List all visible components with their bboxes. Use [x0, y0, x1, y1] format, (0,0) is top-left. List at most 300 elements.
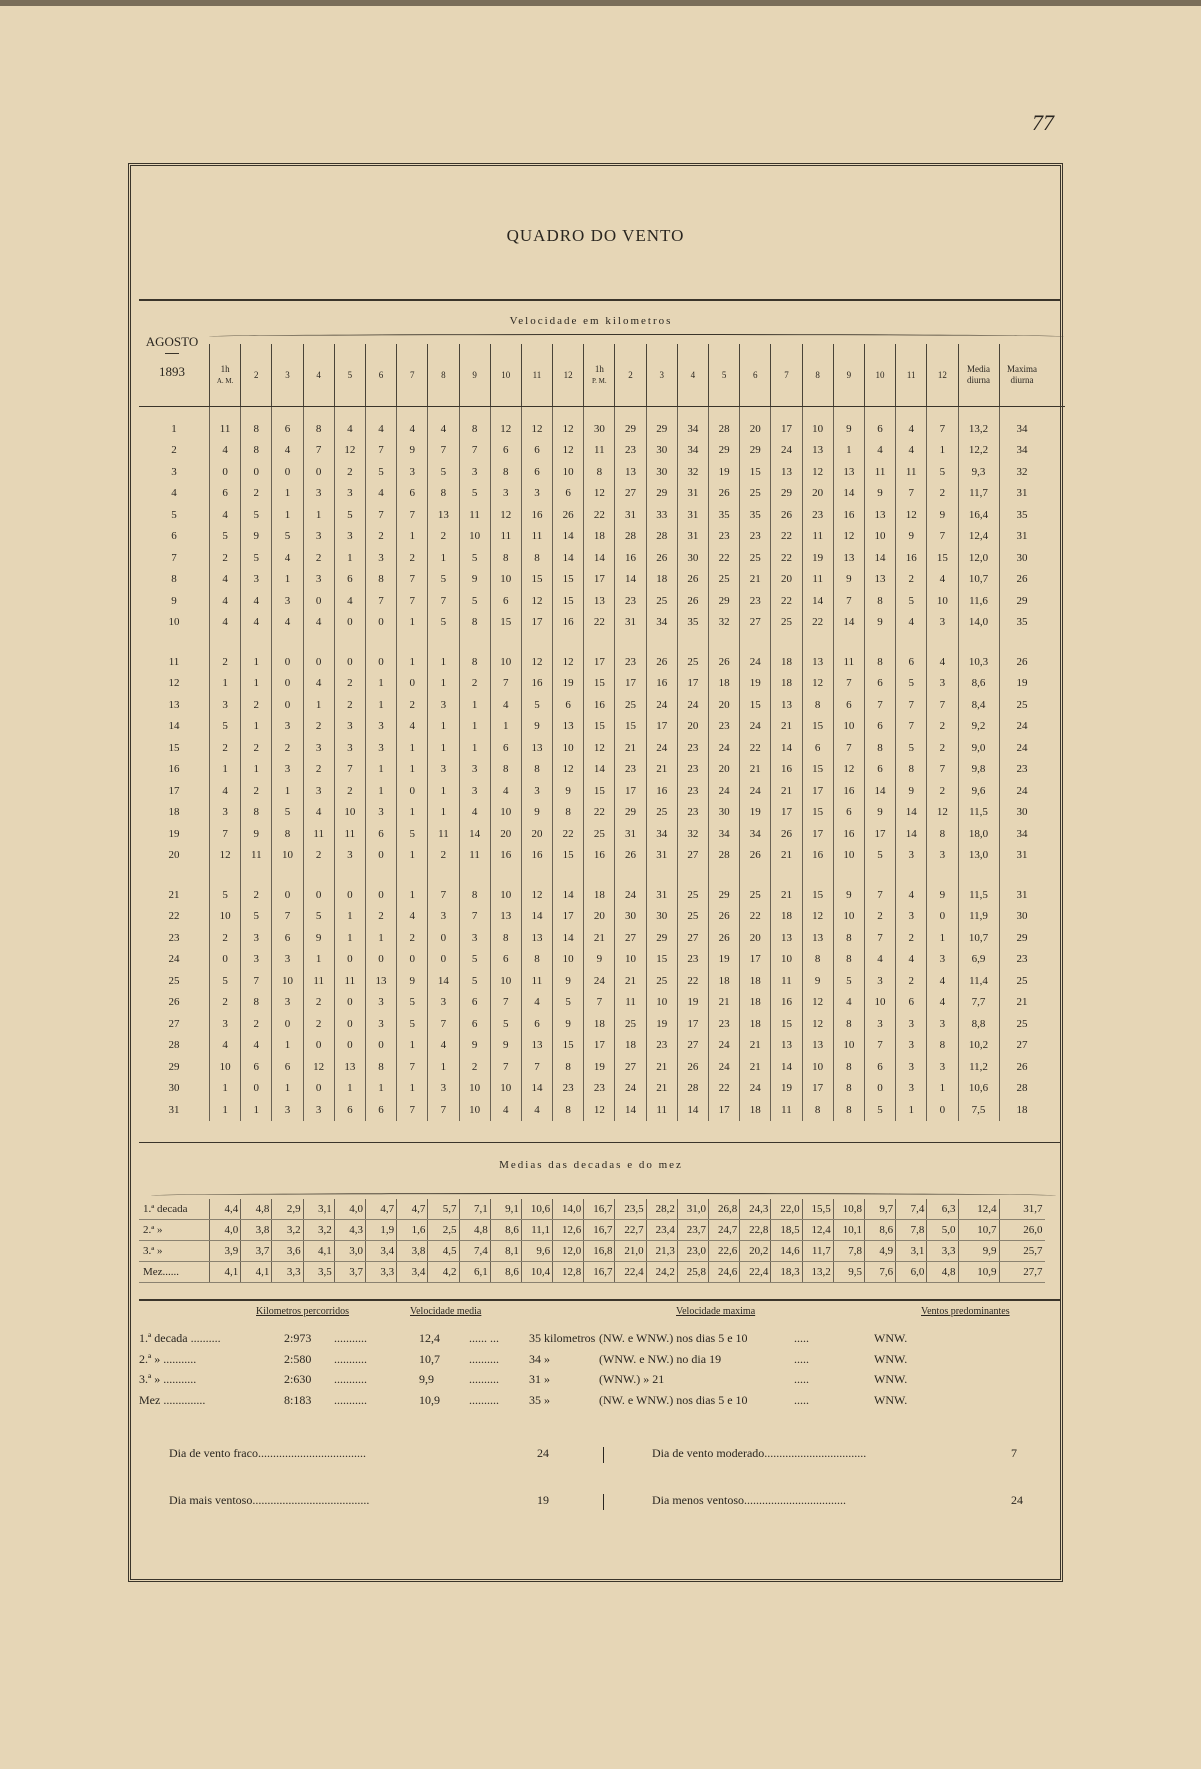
speed-cell: 14 — [896, 802, 927, 824]
maxima-diurna-cell: 26 — [999, 1056, 1045, 1078]
speed-cell: 18 — [740, 992, 771, 1014]
speed-cell: 0 — [428, 927, 459, 949]
speed-cell: 28 — [615, 526, 646, 548]
speed-cell: 2 — [210, 992, 241, 1014]
speed-cell: 3 — [927, 845, 958, 867]
speed-cell: 5 — [210, 884, 241, 906]
summary-dots1: ........... — [334, 1372, 367, 1386]
speed-cell: 0 — [428, 949, 459, 971]
hour-header-label: 3 — [285, 369, 290, 380]
speed-cell: 11 — [428, 823, 459, 845]
gap-cell — [802, 633, 833, 651]
speed-cell: 2 — [397, 927, 428, 949]
speed-cell: 26 — [709, 483, 740, 505]
speed-cell: 2 — [272, 737, 303, 759]
gap-cell — [241, 866, 272, 884]
speed-cell: 4 — [833, 992, 864, 1014]
speed-cell: 21 — [646, 759, 677, 781]
speed-cell: 6 — [521, 461, 552, 483]
speed-cell: 27 — [677, 1035, 708, 1057]
speed-cell: 2 — [927, 716, 958, 738]
speed-cell: 9 — [864, 802, 895, 824]
speed-cell: 7 — [833, 673, 864, 695]
speed-cell: 6 — [272, 406, 303, 440]
summary-dots3: ..... — [794, 1372, 809, 1386]
table-row — [139, 547, 1045, 569]
speed-cell: 2 — [927, 737, 958, 759]
media-diurna-cell: 9,8 — [958, 759, 999, 781]
speed-cell: 8 — [365, 569, 396, 591]
hour-header — [397, 344, 428, 406]
gap-cell — [864, 633, 895, 651]
speed-cell: 18 — [646, 569, 677, 591]
speed-cell: 1 — [428, 716, 459, 738]
decade-mean-cell: 18,3 — [771, 1262, 802, 1283]
fraco-label: Dia de vento fraco.................................... — [169, 1446, 366, 1460]
speed-cell: 4 — [303, 673, 334, 695]
decade-mean-cell: 4,8 — [927, 1262, 958, 1283]
speed-cell: 7 — [927, 759, 958, 781]
gap-cell — [896, 633, 927, 651]
speed-cell: 13 — [864, 569, 895, 591]
speed-cell: 3 — [927, 612, 958, 634]
speed-cell: 7 — [397, 504, 428, 526]
speed-cell: 34 — [646, 823, 677, 845]
speed-cell: 5 — [272, 526, 303, 548]
speed-cell: 11 — [802, 569, 833, 591]
speed-cell: 23 — [615, 759, 646, 781]
decade-mean-cell: 7,6 — [864, 1262, 895, 1283]
speed-cell: 3 — [210, 1013, 241, 1035]
table-row — [139, 673, 1045, 695]
hour-header — [210, 344, 241, 406]
speed-cell: 22 — [553, 823, 584, 845]
day-number: 12 — [168, 677, 180, 690]
speed-cell: 8 — [553, 1056, 584, 1078]
speed-cell: 8 — [241, 992, 272, 1014]
speed-cell: 0 — [272, 651, 303, 673]
maxima-diurna-cell: 29 — [999, 927, 1045, 949]
hour-header-label: 9 — [846, 369, 852, 380]
hour-header — [428, 344, 459, 406]
speed-cell: 13 — [521, 927, 552, 949]
pm-label: P. M. — [592, 376, 607, 385]
speed-cell: 24 — [740, 716, 771, 738]
speed-cell: 22 — [709, 1078, 740, 1100]
hour-header — [272, 344, 303, 406]
speed-cell: 7 — [927, 406, 958, 440]
speed-cell: 11 — [584, 440, 615, 462]
speed-cell: 6 — [896, 992, 927, 1014]
speed-cell: 0 — [397, 949, 428, 971]
table-row — [139, 1035, 1045, 1057]
speed-cell: 9 — [864, 483, 895, 505]
speed-cell: 1 — [210, 1078, 241, 1100]
speed-cell: 3 — [864, 1013, 895, 1035]
decade-mean-cell: 6,0 — [896, 1262, 927, 1283]
gap-cell — [521, 866, 552, 884]
speed-cell: 23 — [615, 590, 646, 612]
speed-cell: 10 — [490, 802, 521, 824]
speed-cell: 9 — [241, 823, 272, 845]
speed-cell: 4 — [241, 1035, 272, 1057]
summary-media: 9,9 — [419, 1372, 434, 1386]
decade-mean-cell: 12,6 — [553, 1220, 584, 1241]
decade-mean-cell: 3,3 — [272, 1262, 303, 1283]
speed-cell: 32 — [677, 461, 708, 483]
table-row — [139, 651, 1045, 673]
media-diurna-cell: 9,6 — [958, 780, 999, 802]
speed-cell: 5 — [365, 461, 396, 483]
speed-cell: 13 — [334, 1056, 365, 1078]
speed-cell: 6 — [459, 1013, 490, 1035]
speed-cell: 31 — [677, 483, 708, 505]
speed-cell: 7 — [428, 590, 459, 612]
speed-cell: 12 — [553, 651, 584, 673]
gap-cell — [272, 633, 303, 651]
hour-header — [459, 344, 490, 406]
speed-cell: 5 — [397, 992, 428, 1014]
decade-mean-cell: 3,5 — [303, 1262, 334, 1283]
decade-mean-cell: 18,5 — [771, 1220, 802, 1241]
decade-mean-cell: 3,2 — [303, 1220, 334, 1241]
summary-top-divider — [139, 1299, 1060, 1301]
speed-cell: 3 — [896, 1013, 927, 1035]
speed-cell: 14 — [553, 526, 584, 548]
vel-max-header: Velocidade maxima — [676, 1306, 756, 1317]
day-number: 26 — [168, 996, 180, 1009]
speed-cell: 3 — [521, 780, 552, 802]
speed-cell: 5 — [210, 526, 241, 548]
speed-cell: 4 — [210, 504, 241, 526]
maxima-diurna-cell: 30 — [999, 906, 1045, 928]
gap-cell — [709, 633, 740, 651]
speed-cell: 23 — [553, 1078, 584, 1100]
gap-cell — [615, 633, 646, 651]
speed-cell: 29 — [740, 440, 771, 462]
speed-cell: 14 — [864, 547, 895, 569]
speed-cell: 1 — [241, 651, 272, 673]
speed-cell: 16 — [896, 547, 927, 569]
speed-cell: 25 — [740, 884, 771, 906]
speed-cell: 10 — [210, 906, 241, 928]
speed-cell: 24 — [740, 651, 771, 673]
table-row — [139, 1056, 1045, 1078]
speed-cell: 11 — [459, 504, 490, 526]
speed-cell: 5 — [927, 461, 958, 483]
speed-cell: 15 — [553, 590, 584, 612]
speed-cell: 3 — [459, 759, 490, 781]
speed-cell: 13 — [584, 590, 615, 612]
speed-cell: 3 — [365, 802, 396, 824]
speed-cell: 6 — [490, 590, 521, 612]
maxima-diurna-cell: 23 — [999, 759, 1045, 781]
decades-top-divider — [139, 1142, 1060, 1143]
speed-cell: 2 — [927, 780, 958, 802]
speed-cell: 2 — [334, 694, 365, 716]
speed-cell: 8 — [241, 802, 272, 824]
speed-cell: 21 — [740, 1056, 771, 1078]
speed-cell: 12 — [802, 1013, 833, 1035]
speed-cell: 7 — [490, 1056, 521, 1078]
speed-cell: 12 — [802, 906, 833, 928]
speed-cell: 29 — [646, 406, 677, 440]
speed-cell: 3 — [334, 526, 365, 548]
speed-cell: 3 — [896, 906, 927, 928]
speed-cell: 2 — [210, 737, 241, 759]
speed-cell: 15 — [802, 759, 833, 781]
speed-cell: 25 — [646, 590, 677, 612]
speed-cell: 29 — [615, 802, 646, 824]
speed-cell: 3 — [365, 716, 396, 738]
decade-label: 2.ª » — [139, 1220, 210, 1241]
speed-cell: 8 — [896, 759, 927, 781]
speed-cell: 6 — [490, 737, 521, 759]
speed-cell: 13 — [802, 651, 833, 673]
speed-cell: 8 — [490, 759, 521, 781]
speed-cell: 26 — [615, 845, 646, 867]
speed-cell: 24 — [740, 1078, 771, 1100]
speed-cell: 26 — [771, 504, 802, 526]
summary-vento: WNW. — [874, 1331, 908, 1345]
speed-cell: 6 — [864, 759, 895, 781]
speed-cell: 9 — [553, 970, 584, 992]
speed-cell: 26 — [646, 651, 677, 673]
decade-mean-cell: 3,7 — [241, 1241, 272, 1262]
speed-cell: 3 — [365, 737, 396, 759]
table-row — [139, 569, 1045, 591]
speed-cell: 25 — [615, 1013, 646, 1035]
speed-cell: 8 — [927, 823, 958, 845]
speed-cell: 7 — [428, 1099, 459, 1121]
gap-cell — [428, 866, 459, 884]
speed-cell: 15 — [490, 612, 521, 634]
speed-cell: 9 — [927, 504, 958, 526]
speed-cell: 7 — [833, 590, 864, 612]
hour-header-row — [139, 344, 1045, 406]
speed-cell: 30 — [615, 906, 646, 928]
table-row — [139, 504, 1045, 526]
maxima-diurna-cell: 25 — [999, 694, 1045, 716]
maxima-diurna-cell: 23 — [999, 949, 1045, 971]
speed-cell: 20 — [490, 823, 521, 845]
speed-cell: 5 — [241, 906, 272, 928]
speed-cell: 15 — [615, 716, 646, 738]
speed-cell: 21 — [646, 1056, 677, 1078]
speed-cell: 1 — [927, 1078, 958, 1100]
speed-cell: 2 — [864, 906, 895, 928]
day-number: 19 — [168, 827, 180, 840]
speed-cell: 22 — [771, 547, 802, 569]
day-number: 3 — [171, 465, 177, 478]
speed-cell: 17 — [740, 949, 771, 971]
speed-cell: 35 — [709, 504, 740, 526]
speed-cell: 20 — [521, 823, 552, 845]
speed-cell: 5 — [397, 1013, 428, 1035]
speed-cell: 0 — [272, 694, 303, 716]
speed-cell: 16 — [584, 845, 615, 867]
speed-cell: 13 — [521, 737, 552, 759]
speed-cell: 8 — [490, 461, 521, 483]
speed-cell: 29 — [771, 483, 802, 505]
hour-header-label: 9 — [472, 369, 477, 380]
speed-cell: 3 — [272, 716, 303, 738]
hour-header — [334, 344, 365, 406]
speed-cell: 9 — [833, 406, 864, 440]
speed-cell: 3 — [303, 1099, 334, 1121]
speed-cell: 10 — [459, 1078, 490, 1100]
speed-cell: 1 — [272, 569, 303, 591]
speed-cell: 9 — [833, 569, 864, 591]
speed-cell: 5 — [459, 949, 490, 971]
hour-header — [615, 344, 646, 406]
speed-cell: 4 — [272, 547, 303, 569]
decade-mean-cell: 16,8 — [584, 1241, 615, 1262]
speed-cell: 9 — [833, 884, 864, 906]
speed-cell: 21 — [615, 970, 646, 992]
speed-cell: 3 — [272, 1099, 303, 1121]
speed-cell: 15 — [553, 1035, 584, 1057]
speed-cell: 1 — [334, 547, 365, 569]
gap-cell — [210, 866, 241, 884]
speed-cell: 5 — [303, 906, 334, 928]
speed-cell: 1 — [210, 1099, 241, 1121]
speed-cell: 4 — [272, 440, 303, 462]
table-row — [139, 1013, 1045, 1035]
speed-cell: 12 — [521, 884, 552, 906]
gap-cell — [139, 633, 210, 651]
speed-cell: 6 — [365, 1099, 396, 1121]
speed-cell: 11 — [241, 845, 272, 867]
gap-cell — [864, 866, 895, 884]
speed-cell: 13 — [864, 504, 895, 526]
decade-gap-row — [139, 866, 1045, 884]
speed-cell: 4 — [365, 406, 396, 440]
speed-cell: 14 — [896, 823, 927, 845]
speed-cell: 25 — [740, 483, 771, 505]
table-row — [139, 737, 1045, 759]
speed-cell: 4 — [334, 406, 365, 440]
speed-cell: 10 — [615, 949, 646, 971]
speed-cell: 12 — [521, 406, 552, 440]
speed-cell: 1 — [334, 927, 365, 949]
speed-cell: 14 — [615, 569, 646, 591]
speed-cell: 17 — [771, 802, 802, 824]
speed-cell: 12 — [833, 759, 864, 781]
decade-mean-cell: 7,8 — [896, 1220, 927, 1241]
speed-cell: 1 — [303, 504, 334, 526]
speed-cell: 22 — [677, 970, 708, 992]
speed-cell: 6 — [490, 440, 521, 462]
speed-cell: 7 — [397, 590, 428, 612]
decade-mean-cell: 6,3 — [927, 1199, 958, 1220]
month-label: AGOSTO — [145, 334, 199, 349]
gap-cell — [490, 633, 521, 651]
decade-mean-cell: 2,9 — [272, 1199, 303, 1220]
speed-cell: 19 — [740, 673, 771, 695]
fraco-value: 24 — [537, 1446, 549, 1460]
speed-cell: 2 — [241, 1013, 272, 1035]
speed-cell: 4 — [896, 440, 927, 462]
table-row — [139, 590, 1045, 612]
speed-cell: 12 — [802, 673, 833, 695]
gap-cell — [334, 633, 365, 651]
summary-vento: WNW. — [874, 1392, 908, 1407]
speed-cell: 24 — [615, 1078, 646, 1100]
gap-cell — [272, 866, 303, 884]
speed-cell: 21 — [771, 884, 802, 906]
speed-cell: 3 — [927, 1013, 958, 1035]
speed-cell: 20 — [709, 694, 740, 716]
speed-cell: 31 — [677, 526, 708, 548]
speed-cell: 32 — [677, 823, 708, 845]
speed-cell: 1 — [241, 673, 272, 695]
decade-mean-cell: 4,9 — [864, 1241, 895, 1262]
decade-mean-cell: 23,5 — [615, 1199, 646, 1220]
speed-cell: 14 — [771, 737, 802, 759]
summary-dir: (WNW.) » 21 — [599, 1372, 665, 1386]
speed-cell: 16 — [521, 673, 552, 695]
speed-cell: 4 — [459, 802, 490, 824]
speed-cell: 1 — [397, 651, 428, 673]
speed-cell: 0 — [272, 673, 303, 695]
decade-mean-cell: 12,4 — [802, 1220, 833, 1241]
hour-header-label: 12 — [937, 369, 947, 380]
speed-cell: 26 — [771, 823, 802, 845]
media-diurna-cell: 10,7 — [958, 927, 999, 949]
speed-cell: 1 — [365, 759, 396, 781]
day-number: 10 — [168, 616, 180, 629]
decade-media-cell: 10,7 — [958, 1220, 999, 1241]
day-column-header — [139, 344, 210, 406]
media-diurna-cell: 9,2 — [958, 716, 999, 738]
media-diurna-cell: 18,0 — [958, 823, 999, 845]
speed-cell: 1 — [272, 780, 303, 802]
moderado-value: 7 — [1011, 1446, 1017, 1460]
speed-cell: 8 — [864, 590, 895, 612]
decade-mean-cell: 12,8 — [553, 1262, 584, 1283]
summary-max: 34 » — [529, 1351, 550, 1366]
speed-cell: 27 — [615, 927, 646, 949]
speed-cell: 1 — [428, 802, 459, 824]
speed-cell: 3 — [334, 716, 365, 738]
speed-cell: 7 — [365, 504, 396, 526]
decade-label: 1.ª decada — [139, 1199, 210, 1220]
decade-mean-cell: 4,2 — [428, 1262, 459, 1283]
decade-means-table — [139, 1199, 1045, 1283]
speed-cell: 0 — [303, 590, 334, 612]
decade-mean-cell: 4,7 — [397, 1199, 428, 1220]
speed-cell: 9 — [303, 927, 334, 949]
speed-cell: 7 — [365, 590, 396, 612]
speed-cell: 8 — [459, 884, 490, 906]
maxima-diurna-cell: 34 — [999, 823, 1045, 845]
hour-header-label: 3 — [659, 369, 664, 380]
decade-label: 3.ª » — [139, 1241, 210, 1262]
decade-mean-cell: 2,5 — [428, 1220, 459, 1241]
speed-cell: 0 — [272, 461, 303, 483]
decade-row — [139, 1241, 1045, 1262]
hour-header-label: 4 — [690, 369, 696, 380]
speed-cell: 23 — [677, 802, 708, 824]
speed-cell: 21 — [584, 927, 615, 949]
speed-cell: 5 — [896, 737, 927, 759]
speed-cell: 26 — [553, 504, 584, 526]
speed-cell: 0 — [303, 461, 334, 483]
speed-cell: 16 — [521, 504, 552, 526]
speed-cell: 4 — [521, 992, 552, 1014]
speed-cell: 4 — [521, 1099, 552, 1121]
